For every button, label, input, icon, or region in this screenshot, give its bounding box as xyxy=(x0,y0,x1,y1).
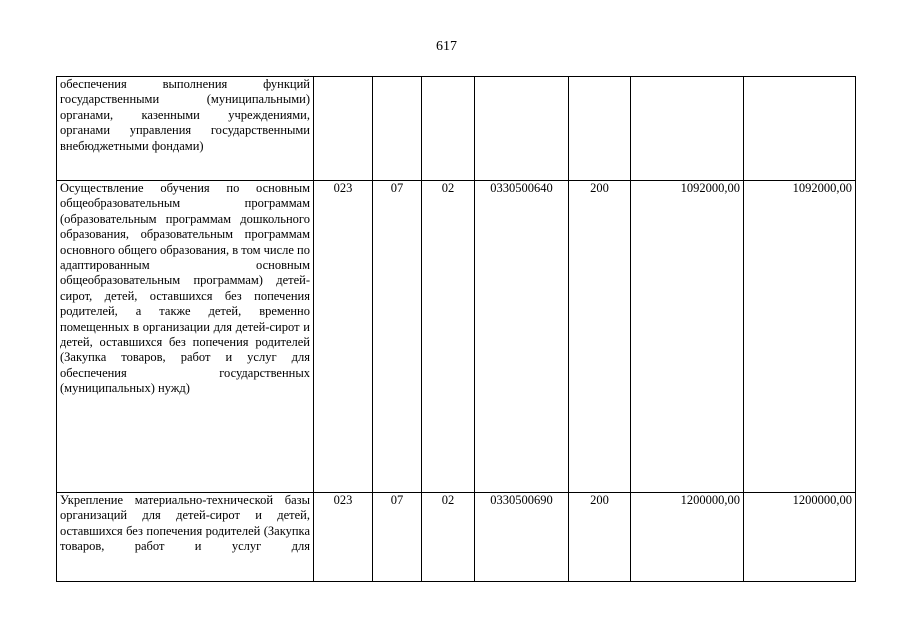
table-row xyxy=(57,181,856,493)
budget-table xyxy=(56,76,856,582)
subsection-cell xyxy=(422,77,475,181)
grbs-cell: 023 xyxy=(314,181,373,493)
expense-type-cell: 200 xyxy=(569,493,631,582)
expense-type-cell xyxy=(569,77,631,181)
amount-cell: 1092000,00 xyxy=(744,181,856,493)
subsection-cell: 02 xyxy=(422,493,475,582)
page-number: 617 xyxy=(436,39,457,54)
amount-cell: 1200000,00 xyxy=(631,493,744,582)
row-description: Осуществление обучения по основным общеобразовательным программам (образовательным программам дошкольного образования, образовательным программам основного общего образования, в том числе по адаптированным основным общеобразовательным программам) детей-сирот, детей, оставшихся без попечения родителей, а также детей, временно помещенных в организации для детей-сирот и детей, оставшихся без попечения родителей (Закупка товаров, работ и услуг для обеспечения государственных (муниципальных) нужд) xyxy=(57,181,314,493)
grbs-cell xyxy=(314,77,373,181)
row-description: Укрепление материально-технической базы организаций для детей-сирот и детей, оставшихся без попечения родителей (Закупка товаров, работ и услуг для xyxy=(57,493,314,582)
section-cell xyxy=(373,77,422,181)
amount-cell xyxy=(631,77,744,181)
target-article-cell: 0330500690 xyxy=(475,493,569,582)
subsection-cell: 02 xyxy=(422,181,475,493)
target-article-cell: 0330500640 xyxy=(475,181,569,493)
section-cell: 07 xyxy=(373,493,422,582)
amount-cell xyxy=(744,77,856,181)
table-row xyxy=(57,493,856,582)
amount-cell: 1200000,00 xyxy=(744,493,856,582)
expense-type-cell: 200 xyxy=(569,181,631,493)
grbs-cell: 023 xyxy=(314,493,373,582)
table-row xyxy=(57,77,856,181)
row-description: обеспечения выполнения функций государственными (муниципальными) органами, казенными учреждениями, органами управления государственными внебюджетными фондами) xyxy=(57,77,314,181)
section-cell: 07 xyxy=(373,181,422,493)
amount-cell: 1092000,00 xyxy=(631,181,744,493)
target-article-cell xyxy=(475,77,569,181)
